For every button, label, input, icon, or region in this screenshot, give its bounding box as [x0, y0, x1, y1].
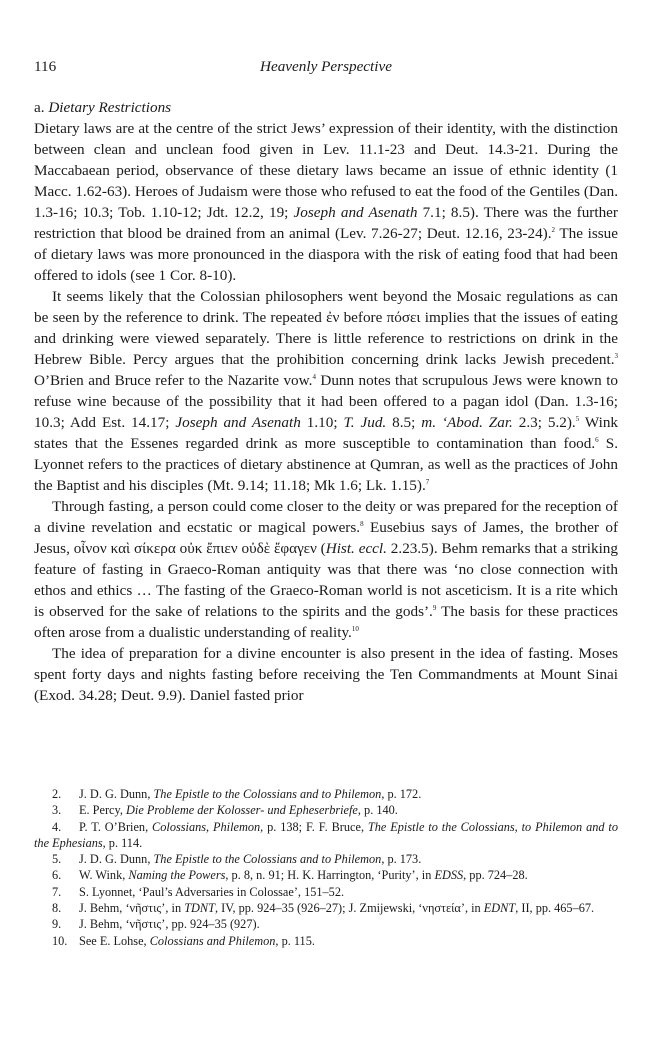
- footnote-number: 10.: [52, 933, 68, 948]
- text-run: Eusebius says of James, the brother of Jesus, οἶνον καὶ σίκερα οὐκ ἔπιεν οὐδὲ ἔφαγεν (: [34, 519, 619, 557]
- text-run: , p. 173.: [381, 852, 422, 867]
- footnote: [34, 900, 618, 916]
- footnote-ref: 4: [312, 373, 316, 381]
- text-run: J. D. G. Dunn,: [79, 852, 154, 867]
- text-run: Through fasting, a person could come closer to the deity or was prepared for the reception of a divine revelation and ecstatic or magical powers.: [34, 498, 618, 536]
- text-run: J. Behm, ‘νῆστις’, pp. 924–35 (927).: [79, 917, 260, 932]
- text-run: See E. Lohse,: [79, 933, 150, 948]
- italic-text: Joseph and Asenath: [293, 204, 418, 221]
- footnote: [34, 802, 618, 818]
- text-run: 1.10;: [300, 414, 344, 431]
- text-run: Dunn notes that scrupulous Jews were known to refuse wine because of the possibility that it had been offered to a pagan idol (Dan. 1.3-16; 10.3; Add Est. 14.17;: [34, 372, 619, 431]
- footnote: [34, 786, 618, 802]
- italic-text: Naming the Powers: [128, 868, 226, 883]
- text-run: , pp. 724–28.: [463, 868, 528, 883]
- footnote: [34, 916, 618, 932]
- text-run: J. Behm, ‘νῆστις’, in: [79, 901, 185, 916]
- footnote-ref: 10: [351, 625, 359, 633]
- text-run: , p. 115.: [275, 933, 315, 948]
- italic-text: EDNT: [483, 901, 516, 916]
- italic-text: m. ‘Abod. Zar.: [421, 414, 513, 431]
- text-run: , p. 114.: [102, 835, 143, 850]
- footnote-number: 6.: [52, 868, 62, 883]
- paragraph: [34, 118, 618, 286]
- italic-text: Colossians and Philemon: [149, 933, 276, 948]
- italic-text: The Epistle to the Colossians and to Philemon: [153, 852, 382, 867]
- text-run: Wink states that the Essenes regarded drink as more susceptible to contamination than food.: [34, 414, 619, 452]
- text-run: It seems likely that the Colossian philosophers went beyond the Mosaic regulations as can be seen by the reference to drink. The repeated ἐν before πόσει implies that the issues of eating and drinking were viewed separately. There is little reference to restrictions on drink in the Hebrew Bible. Percy argues that the prohibition concerning drink lacks Jewish precedent.: [34, 288, 618, 368]
- text-run: W. Wink,: [79, 868, 129, 883]
- text-run: , p. 8, n. 91; H. K. Harrington, ‘Purity’, in: [225, 868, 435, 883]
- text-run: S. Lyonnet refers to the practices of dietary abstinence at Qumran, as well as the practices of John the Baptist and his disciples (Mt. 9.14; 11.18; Mk 1.6; Lk. 1.15).: [34, 435, 618, 494]
- text-run: 8.5;: [386, 414, 422, 431]
- text-run: , p. 172.: [381, 787, 422, 801]
- section-title: Dietary Restrictions: [48, 99, 172, 116]
- page-number: 116: [34, 58, 57, 75]
- footnote-ref: 2: [551, 226, 556, 234]
- text-run: , IV, pp. 924–35 (926–27); J. Zmijewski, ‘νηστεία’, in: [214, 901, 484, 916]
- italic-text: TDNT: [184, 901, 215, 916]
- footnote-number: 5.: [52, 852, 62, 867]
- italic-text: The Epistle to the Colossians, to Philemon and to the Ephesians: [34, 819, 618, 850]
- body-text: [34, 118, 618, 706]
- footnote-ref: 7: [425, 478, 430, 486]
- footnote-number: 2.: [52, 787, 62, 801]
- footnote: [34, 867, 618, 883]
- text-run: E. Percy,: [79, 803, 127, 818]
- footnote-ref: 8: [360, 520, 364, 528]
- text-run: 2.3; 5.2).: [512, 414, 576, 431]
- footnote-ref: 6: [595, 436, 599, 444]
- text-run: , p. 138; F. F. Bruce,: [260, 819, 368, 834]
- footnote-number: 3.: [52, 803, 62, 818]
- text-run: The issue of dietary laws was more pronounced in the diaspora with the risk of eating food that had been offered to idols (see 1 Cor. 8-10).: [34, 225, 618, 284]
- text-run: O’Brien and Bruce refer to the Nazarite vow.: [34, 372, 313, 389]
- italic-text: The Epistle to the Colossians and to Philemon: [153, 787, 382, 801]
- text-run: The idea of preparation for a divine encounter is also present in the idea of fasting. Moses spent forty days and nights fasting before receiving the Ten Commandments at Mount Sinai (Exod. 34.28; Deut. 9.9). Daniel fasted prior: [34, 645, 618, 704]
- footnote: [34, 933, 618, 949]
- page: [34, 58, 618, 706]
- paragraph: [34, 643, 618, 706]
- footnote-ref: 5: [575, 415, 580, 423]
- text-run: P. T. O’Brien,: [79, 819, 153, 834]
- section-marker: a.: [34, 99, 45, 116]
- page-header: [34, 58, 618, 80]
- running-title: Heavenly Perspective: [260, 58, 392, 75]
- footnote: [34, 819, 618, 852]
- footnote-number: 8.: [52, 901, 62, 916]
- footnote-number: 9.: [52, 917, 62, 932]
- text-run: , p. 140.: [357, 803, 398, 818]
- italic-text: Joseph and Asenath: [175, 414, 301, 431]
- text-run: S. Lyonnet, ‘Paul’s Adversaries in Colossae’, 151–52.: [79, 884, 345, 899]
- text-run: 7.1; 8.5). There was the further restriction that blood be drained from an animal (Lev. 7.26-27; Deut. 12.16, 23-24).: [34, 204, 618, 242]
- paragraph: [34, 496, 618, 643]
- text-run: , II, pp. 465–67.: [515, 901, 595, 916]
- section-heading: [34, 97, 618, 118]
- italic-text: T. Jud.: [343, 414, 387, 431]
- footnote: [34, 851, 618, 867]
- text-run: The basis for these practices often arose from a dualistic understanding of reality.: [34, 603, 618, 641]
- paragraph: [34, 286, 618, 496]
- text-run: Dietary laws are at the centre of the strict Jews’ expression of their identity, with the distinction between clean and unclean food given in Lev. 11.1-23 and Deut. 14.3-21. During the Maccabaean period, observance of these dietary laws became an issue of ethnic identity (1 Macc. 1.62-63). Heroes of Judaism were those who refused to eat the food of the Gentiles (Dan. 1.3-16; 10.3; Tob. 1.10-12; Jdt. 12.2, 19;: [34, 120, 618, 221]
- footnote-ref: 3: [614, 352, 618, 360]
- text-run: J. D. G. Dunn,: [79, 787, 154, 801]
- footnote-number: 7.: [52, 884, 62, 899]
- italic-text: Die Probleme der Kolosser- und Epheserbriefe: [126, 803, 358, 818]
- italic-text: Hist. eccl.: [325, 540, 387, 557]
- italic-text: Colossians, Philemon: [152, 819, 261, 834]
- italic-text: EDSS: [434, 868, 464, 883]
- footnote-ref: 9: [432, 604, 437, 612]
- text-run: 2.23.5). Behm remarks that a striking feature of fasting in Graeco-Roman antiquity was that there was ‘no close connection with ethos and ethics … The fasting of the Graeco-Roman world is not asceticism. It is a rite which is observed for the sake of relations to the spirits and the gods’.: [34, 540, 618, 620]
- footnotes: [34, 786, 618, 949]
- footnote: [34, 884, 618, 900]
- footnote-number: 4.: [52, 819, 62, 834]
